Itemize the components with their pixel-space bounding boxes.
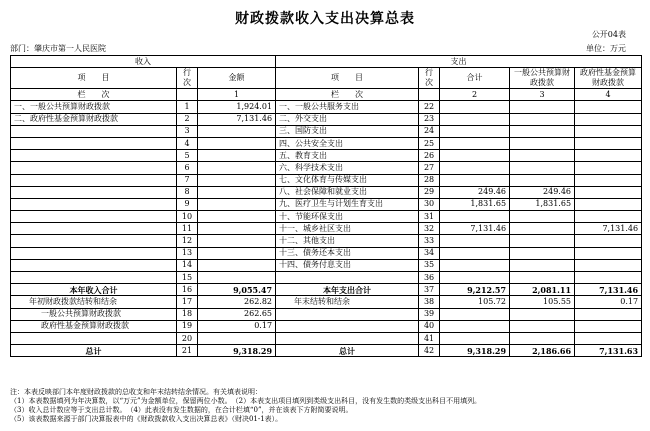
income-row-number: 6 [177,162,198,174]
income-amount-cell [198,137,276,149]
amount-header: 金额 [198,68,276,89]
fund-budget-cell [575,186,642,198]
income-item-cell: 二、政府性基金预算财政拨款 [11,113,177,125]
income-amount-cell [198,332,276,344]
income-item-cell: 本年收入合计 [11,284,177,296]
income-amount-cell [198,211,276,223]
expense-row-number: 37 [419,284,440,296]
expense-item-cell: 十四、债务付息支出 [276,259,419,271]
table-row [11,137,642,149]
expense-item-cell [276,308,419,320]
table-row [11,320,642,332]
general-budget-cell [510,247,575,259]
income-item-cell [11,186,177,198]
table-row [11,296,642,308]
expense-row-number: 41 [419,332,440,344]
income-amount-cell: 262.82 [198,296,276,308]
expense-row-number: 33 [419,235,440,247]
expense-item-cell: 八、社会保障和就业支出 [276,186,419,198]
fund-budget-cell [575,259,642,271]
income-amount-cell [198,174,276,186]
general-budget-cell [510,223,575,235]
footnote-line: （3）收入总计数应等于支出总计数。 （4）此表没有发生数据的，在合计栏填“0”，并在该表下方附简要说明。 [10,406,353,414]
expense-row-number: 22 [419,101,440,113]
expense-row-number: 30 [419,198,440,210]
table-row [11,174,642,186]
income-item-cell [11,174,177,186]
income-amount-cell [198,125,276,137]
income-row-number: 13 [177,247,198,259]
footnotes [10,388,481,424]
fund-budget-cell: 0.17 [575,296,642,308]
table-row [11,259,642,271]
income-row-number: 4 [177,137,198,149]
income-row-number: 21 [177,345,198,357]
unit-label: 单位：万元 [586,44,626,53]
income-item-cell [11,332,177,344]
fund-budget-cell [575,235,642,247]
income-row-number: 20 [177,332,198,344]
expense-item-cell: 十一、城乡社区支出 [276,223,419,235]
expense-item-cell: 五、教育支出 [276,150,419,162]
expense-row-header: 行次 [419,68,440,89]
income-item-cell [11,125,177,137]
income-row-number: 12 [177,235,198,247]
total-cell [440,308,510,320]
income-amount-cell [198,235,276,247]
table-row [11,223,642,235]
income-amount-cell: 0.17 [198,320,276,332]
fund-budget-cell [575,247,642,259]
expense-item-cell: 年末结转和结余 [276,296,419,308]
income-amount-cell: 9,055.47 [198,284,276,296]
fund-budget-cell [575,101,642,113]
column-label-cell: 栏 次 [276,89,419,101]
income-section-header: 收入 [11,56,276,68]
income-item-cell [11,162,177,174]
fund-budget-cell [575,150,642,162]
fund-budget-cell: 7,131.46 [575,223,642,235]
expense-item-cell: 一、一般公共服务支出 [276,101,419,113]
income-row-number: 9 [177,198,198,210]
table-row [11,235,642,247]
general-budget-cell: 105.55 [510,296,575,308]
fund-budget-cell [575,174,642,186]
expense-item-cell: 三、国防支出 [276,125,419,137]
income-amount-cell [198,198,276,210]
income-row-number: 1 [177,101,198,113]
table-body [11,101,642,357]
table-row [11,345,642,357]
expense-row-number: 38 [419,296,440,308]
income-amount-cell [198,150,276,162]
general-budget-cell: 249.46 [510,186,575,198]
expense-item-cell: 七、文化体育与传媒支出 [276,174,419,186]
expense-row-number: 36 [419,272,440,284]
expense-item-cell [276,320,419,332]
expense-row-number: 39 [419,308,440,320]
total-cell [440,162,510,174]
table-row [11,125,642,137]
table-row [11,284,642,296]
report-title: 财政拨款收入支出决算总表 [235,11,415,27]
expense-row-number: 25 [419,137,440,149]
footnote-line: （1）本表数据填列为年决算数，以“万元”为金额单位，保留两位小数。 （2）本表支出项目填列到类级支出科目，没有发生数的类级支出科目不用填列。 [10,397,482,405]
expense-item-cell: 二、外交支出 [276,113,419,125]
total-cell: 9,318.29 [440,345,510,357]
fund-budget-cell: 7,131.63 [575,345,642,357]
income-row-number: 17 [177,296,198,308]
total-cell [440,332,510,344]
income-amount-cell [198,223,276,235]
income-amount-cell: 7,131.46 [198,113,276,125]
expense-item-header: 项 目 [276,68,419,89]
expense-row-number: 32 [419,223,440,235]
income-row-number: 10 [177,211,198,223]
total-cell [440,150,510,162]
table-row [11,308,642,320]
total-cell: 105.72 [440,296,510,308]
fund-budget-cell [575,162,642,174]
fund-budget-cell [575,137,642,149]
table-row [11,332,642,344]
table-row [11,113,642,125]
empty-cell [419,89,440,101]
general-budget-cell [510,162,575,174]
general-budget-cell [510,113,575,125]
expense-row-number: 31 [419,211,440,223]
income-item-cell [11,259,177,271]
income-item-cell [11,235,177,247]
income-item-cell [11,150,177,162]
column-label-cell: 栏 次 [11,89,177,101]
general-budget-cell [510,332,575,344]
fund-budget-cell [575,211,642,223]
expense-item-cell: 本年支出合计 [276,284,419,296]
total-cell [440,137,510,149]
income-amount-cell: 9,318.29 [198,345,276,357]
general-budget-cell [510,101,575,113]
form-number: 公开04表 [591,30,626,39]
total-cell [440,113,510,125]
expense-row-number: 24 [419,125,440,137]
budget-table [10,55,642,357]
empty-cell [177,89,198,101]
expense-item-cell: 九、医疗卫生与计划生育支出 [276,198,419,210]
income-item-cell [11,198,177,210]
total-header: 合计 [440,68,510,89]
expense-row-number: 35 [419,259,440,271]
expense-row-number: 42 [419,345,440,357]
column-index-amount: 1 [198,89,276,101]
income-row-number: 19 [177,320,198,332]
income-item-cell [11,247,177,259]
expense-row-number: 28 [419,174,440,186]
income-amount-cell [198,186,276,198]
table-row [11,186,642,198]
income-amount-cell [198,247,276,259]
general-budget-cell [510,137,575,149]
income-item-cell [11,272,177,284]
general-budget-cell [510,308,575,320]
fund-budget-cell [575,125,642,137]
income-item-header: 项 目 [11,68,177,89]
expense-item-cell: 六、科学技术支出 [276,162,419,174]
income-row-number: 11 [177,223,198,235]
income-row-header: 行次 [177,68,198,89]
income-row-number: 5 [177,150,198,162]
total-cell [440,211,510,223]
income-item-cell [11,211,177,223]
income-item-cell [11,223,177,235]
general-budget-cell: 1,831.65 [510,198,575,210]
income-item-cell: 一、一般公共预算财政拨款 [11,101,177,113]
income-row-number: 18 [177,308,198,320]
income-row-number: 8 [177,186,198,198]
expense-row-number: 40 [419,320,440,332]
fund-budget-header: 政府性基金预算财政拨款 [575,68,642,89]
income-row-number: 7 [177,174,198,186]
fund-budget-cell: 7,131.46 [575,284,642,296]
general-budget-cell [510,320,575,332]
general-budget-cell [510,211,575,223]
total-cell: 249.46 [440,186,510,198]
income-item-cell: 年初财政拨款结转和结余 [11,296,177,308]
income-row-number: 16 [177,284,198,296]
expense-item-cell: 十二、其他支出 [276,235,419,247]
income-item-cell: 一般公共预算财政拨款 [11,308,177,320]
income-amount-cell [198,162,276,174]
income-amount-cell: 262.65 [198,308,276,320]
income-item-cell: 总计 [11,345,177,357]
expense-item-cell: 四、公共安全支出 [276,137,419,149]
general-budget-cell [510,150,575,162]
expense-row-number: 29 [419,186,440,198]
total-cell [440,320,510,332]
column-index-general: 3 [510,89,575,101]
total-cell [440,272,510,284]
total-cell [440,247,510,259]
income-amount-cell [198,272,276,284]
general-budget-header: 一般公共预算财政拨款 [510,68,575,89]
fund-budget-cell [575,332,642,344]
total-cell [440,125,510,137]
expense-row-number: 26 [419,150,440,162]
fund-budget-cell [575,113,642,125]
table-row [11,198,642,210]
table-row [11,101,642,113]
general-budget-cell: 2,081.11 [510,284,575,296]
fund-budget-cell [575,198,642,210]
expense-item-cell: 总计 [276,345,419,357]
expense-item-cell: 十、节能环保支出 [276,211,419,223]
table-row [11,162,642,174]
expense-row-number: 27 [419,162,440,174]
total-cell [440,259,510,271]
expense-row-number: 23 [419,113,440,125]
total-cell: 9,212.57 [440,284,510,296]
general-budget-cell [510,125,575,137]
fund-budget-cell [575,272,642,284]
table-row [11,150,642,162]
total-cell: 1,831.65 [440,198,510,210]
expense-item-cell: 十三、债务还本支出 [276,247,419,259]
footnote-line: 注：本表反映部门本年度财政拨款的总收支和年末结转结余情况。有关填表说明： [10,388,262,396]
income-amount-cell [198,259,276,271]
general-budget-cell [510,259,575,271]
general-budget-cell [510,174,575,186]
income-row-number: 15 [177,272,198,284]
footnote-line: （5）该表数据来源于部门决算报表中的《财政拨款收入支出决算总表》（财决01-1表）。 [10,415,283,423]
column-index-total: 2 [440,89,510,101]
expense-item-cell [276,272,419,284]
fund-budget-cell [575,308,642,320]
expense-section-header: 支出 [276,56,642,68]
income-item-cell [11,137,177,149]
expense-row-number: 34 [419,247,440,259]
table-row [11,211,642,223]
department-label: 部门：肇庆市第一人民医院 [10,44,106,53]
expense-item-cell [276,332,419,344]
income-row-number: 3 [177,125,198,137]
income-row-number: 2 [177,113,198,125]
total-cell [440,101,510,113]
column-index-fund: 4 [575,89,642,101]
general-budget-cell: 2,186.66 [510,345,575,357]
fund-budget-cell [575,320,642,332]
total-cell [440,174,510,186]
general-budget-cell [510,272,575,284]
table-row [11,272,642,284]
total-cell [440,235,510,247]
general-budget-cell [510,235,575,247]
income-item-cell: 政府性基金预算财政拨款 [11,320,177,332]
income-row-number: 14 [177,259,198,271]
total-cell: 7,131.46 [440,223,510,235]
income-amount-cell: 1,924.01 [198,101,276,113]
table-row [11,247,642,259]
